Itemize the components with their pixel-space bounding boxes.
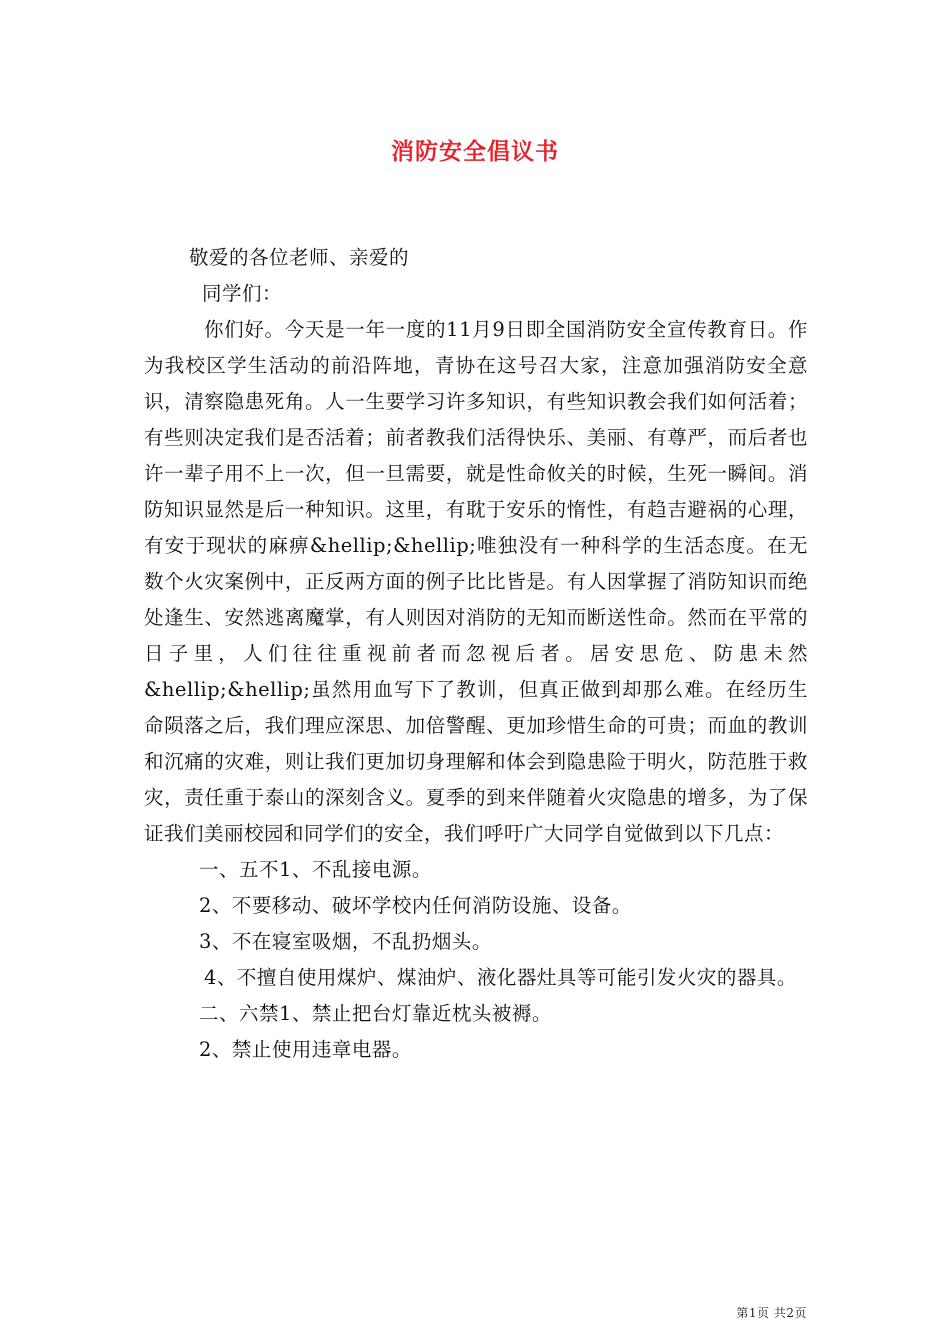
list-item: 2、禁止使用违章电器。 — [199, 1038, 412, 1061]
list-item: 二、六禁1、禁止把台灯靠近枕头被褥。 — [199, 1002, 552, 1025]
salutation: 敬爱的各位老师、亲爱的 — [189, 246, 410, 269]
list-item: 一、五不1、不乱接电源。 — [199, 858, 432, 881]
list-item: 3、不在寝室吸烟，不乱扔烟头。 — [199, 930, 492, 953]
document-title: 消防安全倡议书 — [391, 138, 559, 165]
salutation-continued: 同学们： — [202, 282, 283, 305]
list-item: 4、不擅自使用煤炉、煤油炉、液化器灶具等可能引发火灾的器具。 — [204, 966, 797, 989]
document-body — [144, 240, 808, 1068]
page-indicator: 第1页 共2页 — [736, 1306, 807, 1320]
list-item: 2、不要移动、破坏学校内任何消防设施、设备。 — [199, 894, 632, 917]
main-paragraph: 你们好。今天是一年一度的11月9日即全国消防安全宣传教育日。作为我校区学生活动的前沿阵地，青协在这号召大家，注意加强消防安全意识，清察隐患死角。人一生要学习许多知识，有些知识教会我们如何活着；有些则决定我们是否活着；前者教我们活得快乐、美丽、有尊严，而后者也许一辈子用不上一次，但一旦需要，就是性命攸关的时候，生死一瞬间。消防知识显然是后一种知识。这里，有耽于安乐的惰性，有趋吉避祸的心理，有安于现状的麻痹&hellip;&hellip;唯独没有一种科学的生活态度。在无数个火灾案例中，正反两方面的例子比比皆是。有人因掌握了消防知识而绝处逢生、安然逃离魔掌，有人则因对消防的无知而断送性命。然而在平常的日子里，人们往往重视前者而忽视后者。居安思危、防患未然&hellip;&hellip;虽然用血写下了教训，但真正做到却那么难。在经历生命陨落之后，我们理应深思、加倍警醒、更加珍惜生命的可贵；而血的教训和沉痛的灾难，则让我们更加切身理解和体会到隐患险于明火，防范胜于救灾，责任重于泰山的深刻含义。夏季的到来伴随着火灾隐患的增多，为了保证我们美丽校园和同学们的安全，我们呼吁广大同学自觉做到以下几点： — [144, 318, 808, 845]
